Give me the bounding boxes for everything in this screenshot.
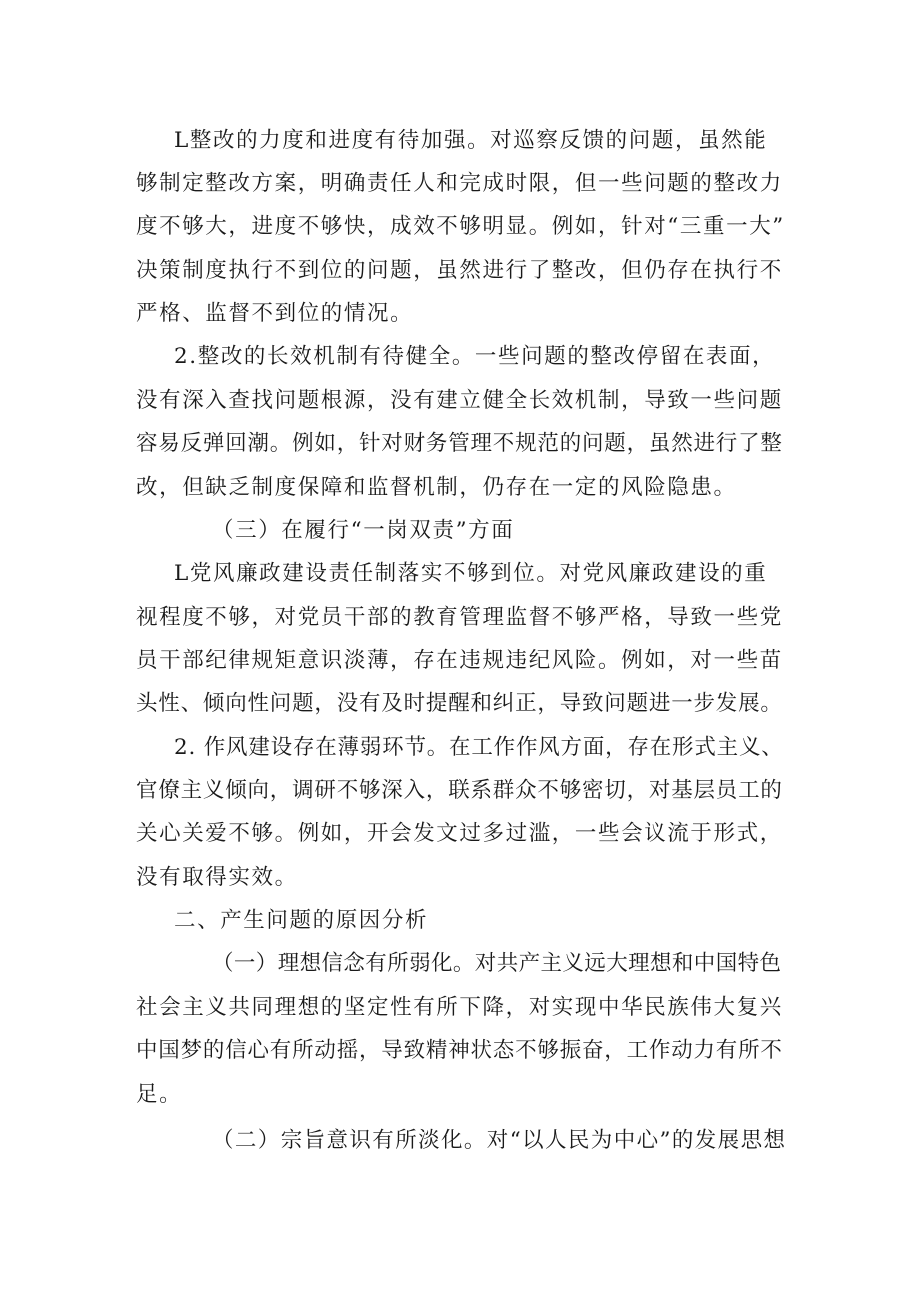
- paragraph-line: 改，但缺乏制度保障和监督机制，仍存在一定的风险隐患。: [136, 475, 737, 500]
- paragraph-line: 中国梦的信心有所动摇，导致精神状态不够振奋，工作动力有所不: [136, 1038, 783, 1063]
- paragraph-line: 决策制度执行不到位的问题，虽然进行了整改，但仍存在执行不: [136, 258, 783, 283]
- paragraph-line: 社会主义共同理想的坚定性有所下降，对实现中华民族伟大复兴: [136, 995, 783, 1020]
- paragraph-line: 2. 作风建设存在薄弱环节。在工作作风方面，存在形式主义、: [174, 735, 784, 760]
- paragraph-line: 没有深入查找问题根源，没有建立健全长效机制，导致一些问题: [136, 388, 783, 413]
- paragraph-line: 容易反弹回潮。例如，针对财务管理不规范的问题，虽然进行了整: [136, 431, 783, 456]
- paragraph-line: 够制定整改方案，明确责任人和完成时限，但一些问题的整改力: [136, 171, 783, 196]
- paragraph-line: （二）宗旨意识有所淡化。对“以人民为中心”的发展思想: [212, 1128, 787, 1153]
- paragraph-line: 员干部纪律规矩意识淡薄，存在违规违纪风险。例如，对一些苗: [136, 648, 783, 673]
- paragraph-line: 足。: [136, 1082, 183, 1107]
- paragraph-line: 视程度不够，对党员干部的教育管理监督不够严格，导致一些党: [136, 605, 783, 630]
- paragraph-line: 严格、监督不到位的情况。: [136, 301, 414, 326]
- paragraph-line: L整改的力度和进度有待加强。对巡察反馈的问题，虽然能: [174, 128, 768, 153]
- section-heading: （三）在履行“一岗双责”方面: [212, 518, 515, 543]
- paragraph-line: 没有取得实效。: [136, 865, 298, 890]
- paragraph-line: L党风廉政建设责任制落实不够到位。对党风廉政建设的重: [174, 561, 768, 586]
- paragraph-line: 官僚主义倾向，调研不够深入，联系群众不够密切，对基层员工的: [136, 778, 783, 803]
- paragraph-line: 关心关爱不够。例如，开会发文过多过滥，一些会议流于形式，: [136, 821, 783, 846]
- paragraph-line: 2.整改的长效机制有待健全。一些问题的整改停留在表面，: [174, 344, 776, 369]
- paragraph-line: 度不够大，进度不够快，成效不够明显。例如，针对“三重一大”: [136, 214, 785, 239]
- paragraph-line: 头性、倾向性问题，没有及时提醒和纠正，导致问题进一步发展。: [136, 691, 783, 716]
- section-heading: 二、产生问题的原因分析: [174, 908, 429, 933]
- paragraph-line: （一）理想信念有所弱化。对共产主义远大理想和中国特色: [212, 951, 782, 976]
